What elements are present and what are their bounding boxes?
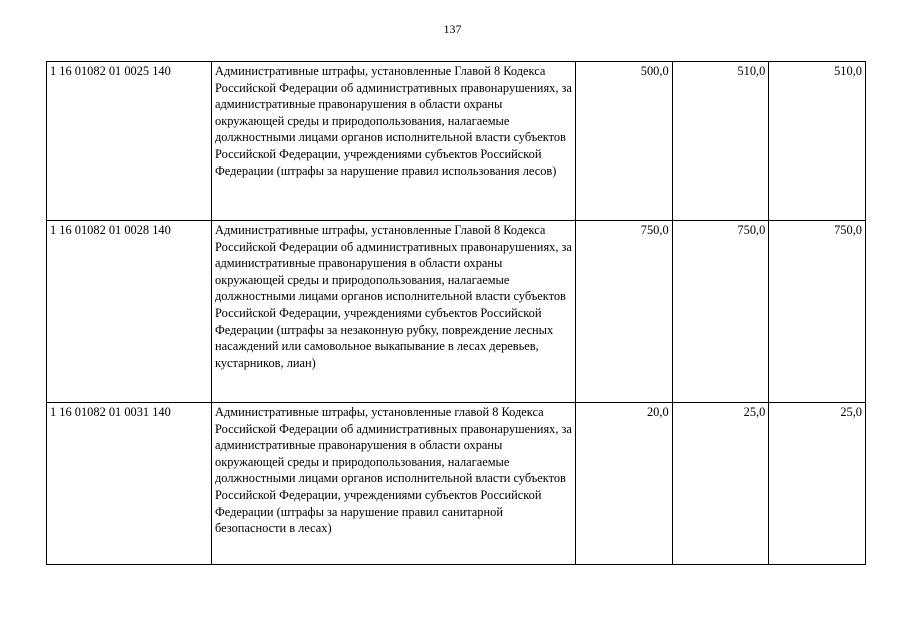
amount-year-3: 750,0 (769, 221, 866, 403)
amount-year-3: 25,0 (769, 403, 866, 565)
amount-year-1: 750,0 (576, 221, 673, 403)
table-row (47, 62, 866, 221)
revenue-table (46, 61, 866, 565)
amount-year-2: 750,0 (672, 221, 769, 403)
budget-classification-code: 1 16 01082 01 0031 140 (47, 403, 212, 565)
amount-year-1: 500,0 (576, 62, 673, 221)
table-row (47, 221, 866, 403)
amount-year-1: 20,0 (576, 403, 673, 565)
amount-year-2: 510,0 (672, 62, 769, 221)
page-number: 137 (443, 22, 462, 36)
table-row (47, 403, 866, 565)
revenue-description: Административные штрафы, установленные главой 8 Кодекса Российской Федерации об административных правонарушениях, за административные правонарушения в области охраны окружающей среды и природопользования, налагаемые должностными лицами органов исполнительной власти субъектов Российской Федерации, учреждениями субъектов Российской Федерации (штрафы за нарушение правил санитарной безопасности в лесах) (212, 403, 576, 565)
revenue-description: Административные штрафы, установленные Главой 8 Кодекса Российской Федерации об административных правонарушениях, за административные правонарушения в области охраны окружающей среды и природопользования, налагаемые должностными лицами органов исполнительной власти субъектов Российской Федерации, учреждениями субъектов Российской Федерации (штрафы за нарушение правил использования лесов) (212, 62, 576, 221)
amount-year-3: 510,0 (769, 62, 866, 221)
revenue-description: Административные штрафы, установленные Главой 8 Кодекса Российской Федерации об административных правонарушениях, за административные правонарушения в области охраны окружающей среды и природопользования, налагаемые должностными лицами органов исполнительной власти субъектов Российской Федерации, учреждениями субъектов Российской Федерации (штрафы за незаконную рубку, повреждение лесных насаждений или самовольное выкапывание в лесах деревьев, кустарников, лиан) (212, 221, 576, 403)
amount-year-2: 25,0 (672, 403, 769, 565)
budget-classification-code: 1 16 01082 01 0028 140 (47, 221, 212, 403)
budget-classification-code: 1 16 01082 01 0025 140 (47, 62, 212, 221)
